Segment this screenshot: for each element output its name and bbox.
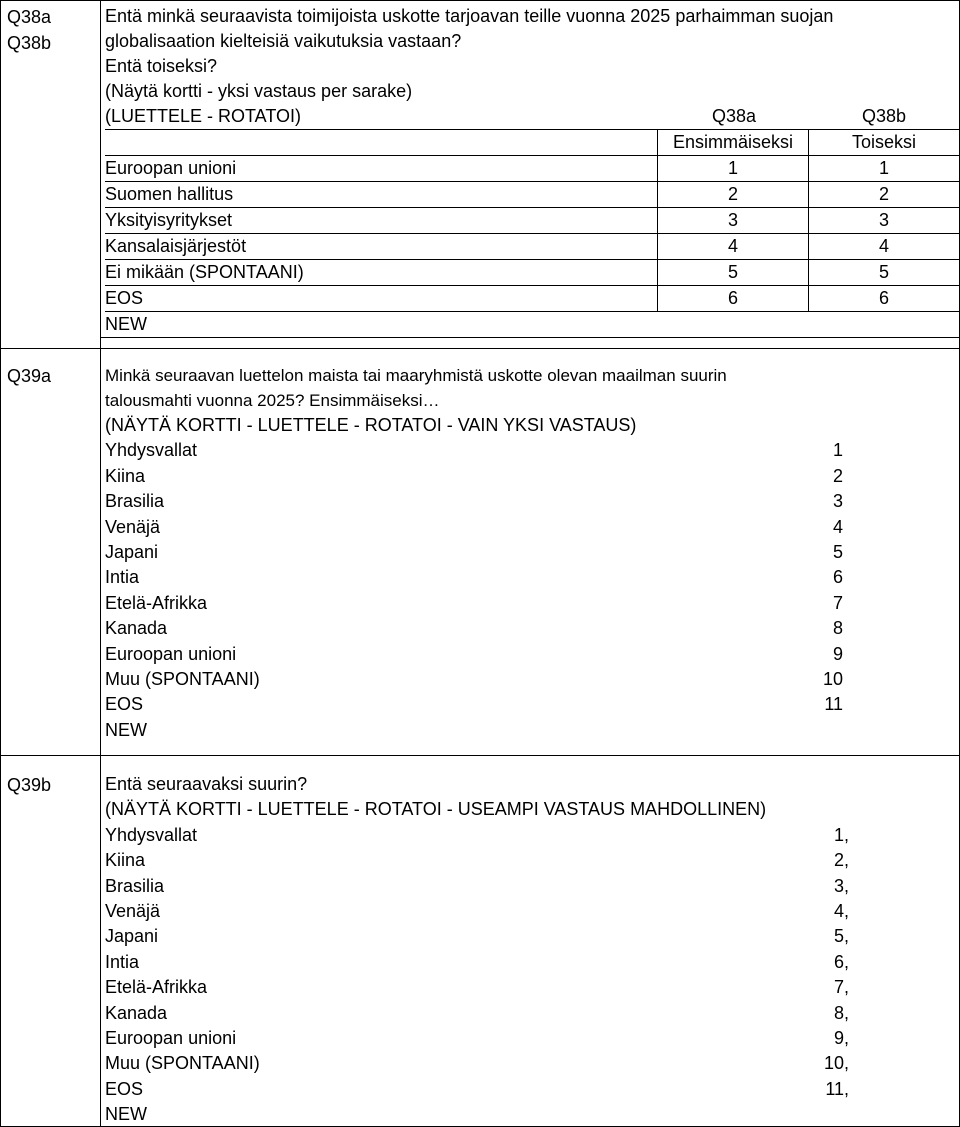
q38-block (1, 1, 960, 349)
answer-code-b: 6 (808, 286, 959, 311)
q39b-question: Entä seuraavaksi suurin? (105, 774, 308, 794)
answer-label: Etelä-Afrikka (105, 592, 208, 613)
list-item (105, 1026, 959, 1051)
answer-code-a: 2 (657, 182, 808, 207)
answer-code-a: 3 (657, 208, 808, 233)
q39b-code: Q39b (7, 775, 52, 795)
table-row (105, 259, 959, 285)
q38-body (101, 1, 960, 348)
list-item (105, 1001, 959, 1026)
answer-label: Japani (105, 541, 159, 562)
answer-label: Yhdysvallat (105, 440, 198, 461)
q38-subheader-col1: Ensimmäiseksi (657, 130, 808, 155)
answer-label: NEW (105, 314, 147, 335)
answer-code-b: 3 (808, 208, 959, 233)
answer-code: 5, (833, 926, 849, 947)
list-item (105, 924, 959, 949)
list-item (105, 823, 959, 848)
answer-code: 8 (832, 618, 843, 639)
answer-code: 11, (825, 1078, 849, 1099)
answer-code-a: 5 (657, 260, 808, 285)
q38-subheader-col2: Toiseksi (808, 130, 959, 155)
answer-code: 3, (833, 875, 849, 896)
list-item (105, 692, 959, 717)
answer-code (769, 1102, 959, 1127)
q39b-code-cell (1, 756, 101, 1126)
answer-code-a: 6 (657, 286, 808, 311)
answer-label: Kiina (105, 465, 146, 486)
q38-header-col2: Q38b (861, 106, 907, 126)
answer-code: 7 (832, 592, 843, 613)
q39a-code: Q39a (7, 366, 52, 386)
q39b-instruction: (NÄYTÄ KORTTI - LUETTELE - ROTATOI - USEAMPI VASTAUS MAHDOLLINEN) (105, 799, 767, 820)
answer-label: Yksityisyritykset (105, 210, 233, 231)
q39a-question-line: talousmahti vuonna 2025? Ensimmäiseksi… (105, 391, 440, 410)
answer-code-b (809, 312, 959, 337)
answer-label: Venäjä (105, 900, 161, 921)
answer-label: Kansalaisjärjestöt (105, 236, 247, 257)
answer-label: NEW (105, 1104, 147, 1125)
q38-answer-table (101, 129, 959, 338)
q38b-code: Q38b (7, 33, 52, 53)
answer-label: Euroopan unioni (105, 643, 237, 664)
list-item (105, 515, 959, 540)
list-item (105, 540, 959, 565)
answer-code-b: 2 (808, 182, 959, 207)
answer-code-a: 4 (657, 234, 808, 259)
q38-question (105, 1, 959, 104)
q39a-block (1, 349, 960, 756)
list-item (105, 1051, 959, 1076)
answer-code (763, 718, 959, 743)
q38-question-line: (Näytä kortti - yksi vastaus per sarake) (105, 81, 413, 101)
answer-code-b: 1 (808, 156, 959, 181)
list-item (105, 642, 959, 667)
list-item (105, 718, 959, 743)
answer-label: Intia (105, 951, 140, 972)
answer-label: Japani (105, 926, 159, 947)
list-item (105, 667, 959, 692)
answer-label: Euroopan unioni (105, 158, 237, 179)
answer-label: Muu (SPONTAANI) (105, 668, 260, 689)
answer-code: 9 (832, 643, 843, 664)
answer-label: EOS (105, 1078, 144, 1099)
answer-code: 10 (822, 668, 843, 689)
answer-label: Muu (SPONTAANI) (105, 1053, 260, 1074)
answer-label: Kiina (105, 850, 146, 871)
answer-code: 9, (833, 1027, 849, 1048)
answer-label: Kanada (105, 618, 168, 639)
answer-code: 4 (832, 516, 843, 537)
answer-label: NEW (105, 719, 147, 740)
q39a-question-line: Minkä seuraavan luettelon maista tai maaryhmistä uskotte olevan maailman suurin (105, 366, 727, 385)
table-row (105, 181, 959, 207)
list-item (105, 464, 959, 489)
q39b-body (101, 756, 960, 1126)
answer-label: Venäjä (105, 516, 161, 537)
table-row (105, 233, 959, 259)
answer-label: EOS (105, 288, 144, 309)
answer-label: Brasilia (105, 491, 165, 512)
list-item (105, 438, 959, 463)
answer-code: 6 (832, 567, 843, 588)
q38-header-label: (LUETTELE - ROTATOI) (105, 106, 302, 126)
table-row (105, 285, 959, 311)
answer-label: Euroopan unioni (105, 1027, 237, 1048)
list-item (105, 616, 959, 641)
answer-code: 1 (832, 440, 843, 461)
answer-code-b: 5 (808, 260, 959, 285)
q38-subheader-row (105, 129, 959, 155)
answer-code: 2 (832, 465, 843, 486)
q38-question-line: Entä toiseksi? (105, 56, 218, 76)
answer-code: 2, (833, 850, 849, 871)
q39a-instruction: (NÄYTÄ KORTTI - LUETTELE - ROTATOI - VAIN YKSI VASTAUS) (105, 415, 637, 435)
answer-code: 8, (833, 1002, 849, 1023)
q38a-code: Q38a (7, 7, 52, 27)
list-item (105, 591, 959, 616)
answer-label: Intia (105, 567, 140, 588)
list-item (105, 1102, 959, 1127)
answer-code: 10, (823, 1053, 849, 1074)
answer-label: Yhdysvallat (105, 824, 198, 845)
list-item (105, 899, 959, 924)
list-item (105, 975, 959, 1000)
table-row (105, 311, 959, 337)
list-item (105, 950, 959, 975)
q38-header-row (105, 104, 959, 129)
list-item (105, 1077, 959, 1102)
q38-code-cell (1, 1, 101, 348)
list-item (105, 874, 959, 899)
answer-code: 5 (832, 541, 843, 562)
q38-question-line: Entä minkä seuraavista toimijoista uskotte tarjoavan teille vuonna 2025 parhaimman suojan (105, 6, 834, 26)
answer-code: 6, (833, 951, 849, 972)
q39a-question (105, 363, 959, 413)
answer-label: Brasilia (105, 875, 165, 896)
answer-code: 4, (833, 900, 849, 921)
answer-code: 1, (833, 824, 849, 845)
answer-label: Etelä-Afrikka (105, 977, 208, 998)
q39b-block (1, 756, 960, 1127)
answer-code: 11 (824, 694, 843, 715)
answer-code-a: 1 (657, 156, 808, 181)
answer-code: 3 (832, 491, 843, 512)
q38-header-col1: Q38a (711, 106, 757, 126)
answer-label: EOS (105, 694, 144, 715)
q38-question-line: globalisaation kielteisiä vaikutuksia vastaan? (105, 31, 462, 51)
answer-label: Ei mikään (SPONTAANI) (105, 262, 304, 283)
answer-code: 7, (833, 977, 849, 998)
list-item (105, 848, 959, 873)
table-row (105, 207, 959, 233)
q39a-body (101, 349, 960, 755)
answer-code-a (659, 312, 809, 337)
list-item (105, 565, 959, 590)
list-item (105, 489, 959, 514)
table-row (105, 155, 959, 181)
answer-label: Suomen hallitus (105, 184, 234, 205)
answer-code-b: 4 (808, 234, 959, 259)
q39a-code-cell (1, 349, 101, 755)
answer-label: Kanada (105, 1002, 168, 1023)
